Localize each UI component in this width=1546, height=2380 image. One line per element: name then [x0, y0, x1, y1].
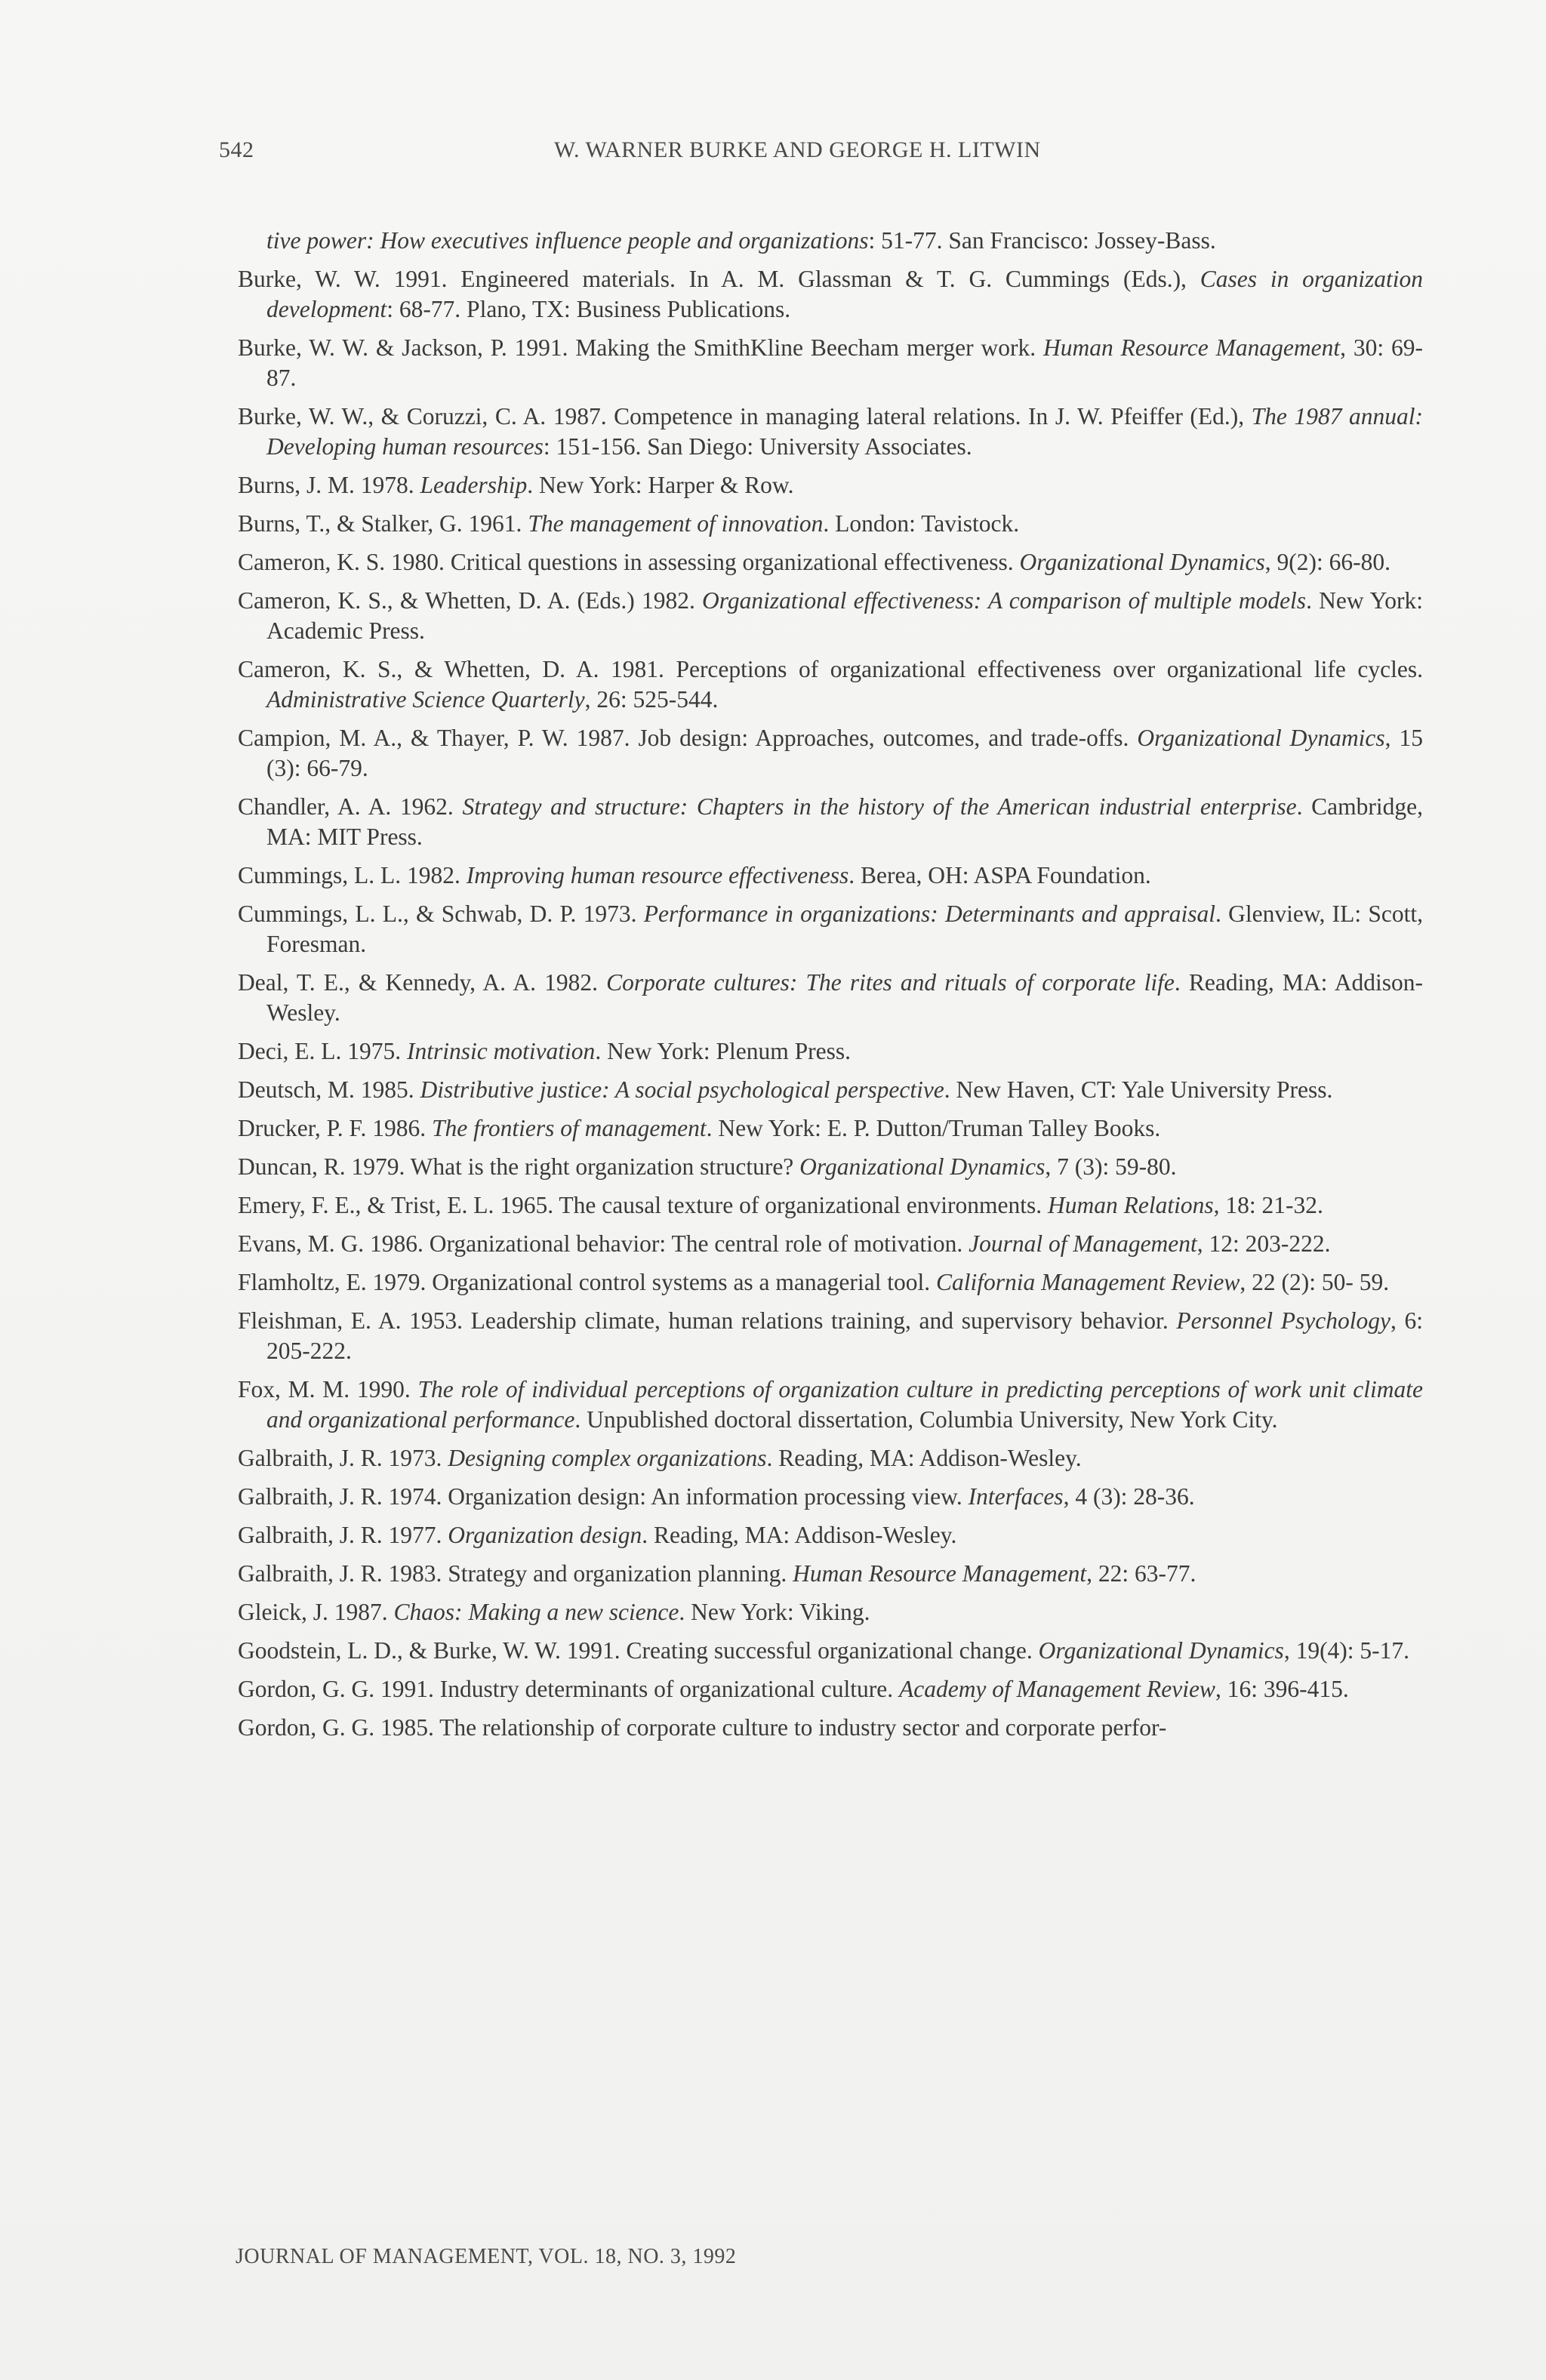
reference-entry	[238, 1375, 1423, 1435]
reference-title: Cases in organization development	[266, 266, 1423, 322]
reference-text: . New York: Plenum Press.	[595, 1038, 851, 1064]
reference-text: Duncan, R. 1979. What is the right organization structure?	[238, 1153, 800, 1180]
journal-footer: JOURNAL OF MANAGEMENT, VOL. 18, NO. 3, 1992	[236, 2245, 737, 2268]
reference-title: Administrative Science Quarterly	[266, 686, 585, 713]
reference-entry	[238, 1674, 1423, 1704]
reference-text: . Unpublished doctoral dissertation, Columbia University, New York City.	[574, 1406, 1278, 1433]
reference-text: Burke, W. W., & Coruzzi, C. A. 1987. Competence in managing lateral relations. In J. W. Pfeiffer (Ed.),	[238, 403, 1252, 430]
reference-entry	[238, 333, 1423, 393]
reference-entry	[238, 509, 1423, 539]
reference-entry	[238, 1113, 1423, 1144]
reference-title: Improving human resource effectiveness	[466, 862, 849, 888]
reference-text: Burns, T., & Stalker, G. 1961.	[238, 510, 528, 537]
reference-text: . Cambridge, MA: MIT Press.	[266, 793, 1423, 850]
reference-entry	[238, 1152, 1423, 1182]
reference-text: Flamholtz, E. 1979. Organizational control systems as a managerial tool.	[238, 1269, 936, 1295]
reference-title: tive power: How executives influence people and organizations	[266, 227, 869, 254]
reference-title: Organizational effectiveness: A comparison of multiple models	[702, 587, 1307, 614]
reference-text: . London: Tavistock.	[823, 510, 1020, 537]
reference-entry	[238, 1190, 1423, 1221]
reference-entry	[238, 1267, 1423, 1298]
reference-entry	[238, 1482, 1423, 1512]
page-number: 542	[219, 137, 254, 162]
reference-text: . New York: Harper & Row.	[527, 472, 794, 498]
reference-title: Human Resource Management	[1043, 334, 1341, 361]
reference-text: Cummings, L. L., & Schwab, D. P. 1973.	[238, 901, 644, 927]
reference-entry	[238, 586, 1423, 646]
reference-text: Gleick, J. 1987.	[238, 1599, 394, 1625]
reference-entry	[238, 1636, 1423, 1666]
reference-text: Burns, J. M. 1978.	[238, 472, 420, 498]
reference-text: Cameron, K. S. 1980. Critical questions in assessing organizational effectiveness.	[238, 549, 1020, 575]
reference-text: Galbraith, J. R. 1973.	[238, 1445, 448, 1471]
reference-text: Galbraith, J. R. 1977.	[238, 1522, 448, 1548]
reference-entry	[238, 402, 1423, 462]
reference-text: Galbraith, J. R. 1974. Organization design: An information processing view.	[238, 1483, 969, 1510]
reference-title: California Management Review	[935, 1269, 1240, 1295]
reference-text: . Reading, MA: Addison-Wesley.	[266, 969, 1423, 1026]
reference-entry	[238, 723, 1423, 784]
reference-title: Organizational Dynamics	[1038, 1637, 1284, 1664]
reference-entry	[238, 547, 1423, 577]
reference-text: Chandler, A. A. 1962.	[238, 793, 463, 820]
reference-text: , 6: 205-222.	[266, 1307, 1423, 1364]
reference-entry	[238, 899, 1423, 959]
reference-title: Chaos: Making a new science	[393, 1599, 679, 1625]
reference-entry	[238, 1075, 1423, 1105]
reference-text: . Reading, MA: Addison-Wesley.	[766, 1445, 1082, 1471]
reference-text: , 7 (3): 59-80.	[1045, 1153, 1177, 1180]
reference-title: Personnel Psychology	[1176, 1307, 1390, 1334]
reference-entry	[238, 264, 1423, 325]
reference-entry	[238, 792, 1423, 852]
reference-text: . New Haven, CT: Yale University Press.	[944, 1076, 1333, 1103]
reference-text: Cameron, K. S., & Whetten, D. A. (Eds.) 1982.	[238, 587, 703, 614]
reference-text: Campion, M. A., & Thayer, P. W. 1987. Job design: Approaches, outcomes, and trade-offs.	[238, 725, 1138, 751]
reference-text: : 68-77. Plano, TX: Business Publications.	[386, 296, 791, 322]
reference-entry	[238, 654, 1423, 715]
reference-title: Organizational Dynamics	[1137, 725, 1385, 751]
reference-text: . Reading, MA: Addison-Wesley.	[642, 1522, 957, 1548]
reference-text: . New York: Viking.	[679, 1599, 870, 1625]
reference-text: Deutsch, M. 1985.	[238, 1076, 420, 1103]
reference-text: , 16: 396-415.	[1215, 1676, 1349, 1702]
reference-list	[238, 226, 1423, 1751]
reference-entry	[238, 470, 1423, 500]
reference-title: Organizational Dynamics	[799, 1153, 1046, 1180]
reference-title: Corporate cultures: The rites and rituals of corporate life	[606, 969, 1175, 996]
reference-entry	[238, 1713, 1423, 1743]
reference-text: Evans, M. G. 1986. Organizational behavior: The central role of motivation.	[238, 1230, 969, 1257]
reference-title: Journal of Management	[969, 1230, 1197, 1257]
reference-text: , 12: 203-222.	[1196, 1230, 1331, 1257]
reference-title: The 1987 annual: Developing human resources	[266, 403, 1423, 460]
reference-text: Cummings, L. L. 1982.	[238, 862, 467, 888]
reference-text: . New York: E. P. Dutton/Truman Talley Books.	[706, 1115, 1161, 1141]
reference-text: Goodstein, L. D., & Burke, W. W. 1991. Creating successful organizational change.	[238, 1637, 1039, 1664]
reference-continuation	[238, 226, 1423, 256]
reference-title: Human Resource Management	[793, 1560, 1087, 1587]
reference-text: : 151-156. San Diego: University Associates.	[543, 433, 972, 460]
reference-text: Gordon, G. G. 1991. Industry determinants of organizational culture.	[238, 1676, 899, 1702]
reference-text: , 9(2): 66-80.	[1264, 549, 1390, 575]
reference-text: . Berea, OH: ASPA Foundation.	[848, 862, 1151, 888]
reference-text: , 18: 21-32.	[1213, 1192, 1323, 1218]
reference-text: Fleishman, E. A. 1953. Leadership climate, human relations training, and supervisory behavior.	[238, 1307, 1177, 1334]
reference-title: Organizational Dynamics	[1019, 549, 1265, 575]
reference-entry	[238, 861, 1423, 891]
reference-text: , 15 (3): 66-79.	[266, 725, 1423, 781]
reference-entry	[238, 1520, 1423, 1550]
reference-text: . New York: Academic Press.	[266, 587, 1423, 644]
reference-text: Fox, M. M. 1990.	[238, 1376, 418, 1402]
reference-title: Interfaces	[968, 1483, 1064, 1510]
reference-title: The role of individual perceptions of organization culture in predicting perceptions of work unit climate and organizational performance	[266, 1376, 1423, 1433]
reference-title: Designing complex organizations	[448, 1445, 767, 1471]
reference-title: Organization design	[448, 1522, 642, 1548]
reference-title: Performance in organizations: Determinants and appraisal	[643, 901, 1215, 927]
reference-entry	[238, 1597, 1423, 1627]
reference-title: Distributive justice: A social psychological perspective	[420, 1076, 944, 1103]
reference-title: Intrinsic motivation	[406, 1038, 596, 1064]
reference-text: , 19(4): 5-17.	[1283, 1637, 1410, 1664]
reference-entry	[238, 968, 1423, 1028]
reference-text: Gordon, G. G. 1985. The relationship of corporate culture to industry sector and corporate perfor-	[238, 1714, 1167, 1741]
reference-title: Human Relations	[1047, 1192, 1214, 1218]
reference-title: The management of innovation	[528, 510, 824, 537]
reference-text: Emery, F. E., & Trist, E. L. 1965. The causal texture of organizational environments.	[238, 1192, 1048, 1218]
reference-entry	[238, 1036, 1423, 1067]
reference-text: , 4 (3): 28-36.	[1063, 1483, 1195, 1510]
reference-entry	[238, 1559, 1423, 1589]
reference-text: Galbraith, J. R. 1983. Strategy and organization planning.	[238, 1560, 793, 1587]
running-head-authors: W. WARNER BURKE AND GEORGE H. LITWIN	[554, 137, 1041, 162]
reference-text: Drucker, P. F. 1986.	[238, 1115, 432, 1141]
reference-text: Deci, E. L. 1975.	[238, 1038, 407, 1064]
reference-text: , 26: 525-544.	[584, 686, 719, 713]
reference-text: , 30: 69-87.	[266, 334, 1424, 391]
reference-text: , 22: 63-77.	[1086, 1560, 1196, 1587]
reference-text: Deal, T. E., & Kennedy, A. A. 1982.	[238, 969, 607, 996]
reference-title: Strategy and structure: Chapters in the history of the American industrial enterprise	[462, 793, 1297, 820]
reference-text: Cameron, K. S., & Whetten, D. A. 1981. Perceptions of organizational effectiveness over organizational life cycles.	[238, 656, 1423, 682]
reference-title: Academy of Management Review	[898, 1676, 1215, 1702]
reference-text: Burke, W. W. 1991. Engineered materials. In A. M. Glassman & T. G. Cummings (Eds.),	[238, 266, 1200, 292]
reference-text: . Glenview, IL: Scott, Foresman.	[266, 901, 1424, 957]
reference-text: , 22 (2): 50- 59.	[1240, 1269, 1390, 1295]
reference-title: The frontiers of management	[431, 1115, 707, 1141]
reference-text: : 51-77. San Francisco: Jossey-Bass.	[868, 227, 1216, 254]
reference-text: Burke, W. W. & Jackson, P. 1991. Making the SmithKline Beecham merger work.	[238, 334, 1044, 361]
reference-title: Leadership	[420, 472, 528, 498]
reference-entry	[238, 1306, 1423, 1366]
reference-entry	[238, 1229, 1423, 1259]
reference-entry	[238, 1443, 1423, 1473]
